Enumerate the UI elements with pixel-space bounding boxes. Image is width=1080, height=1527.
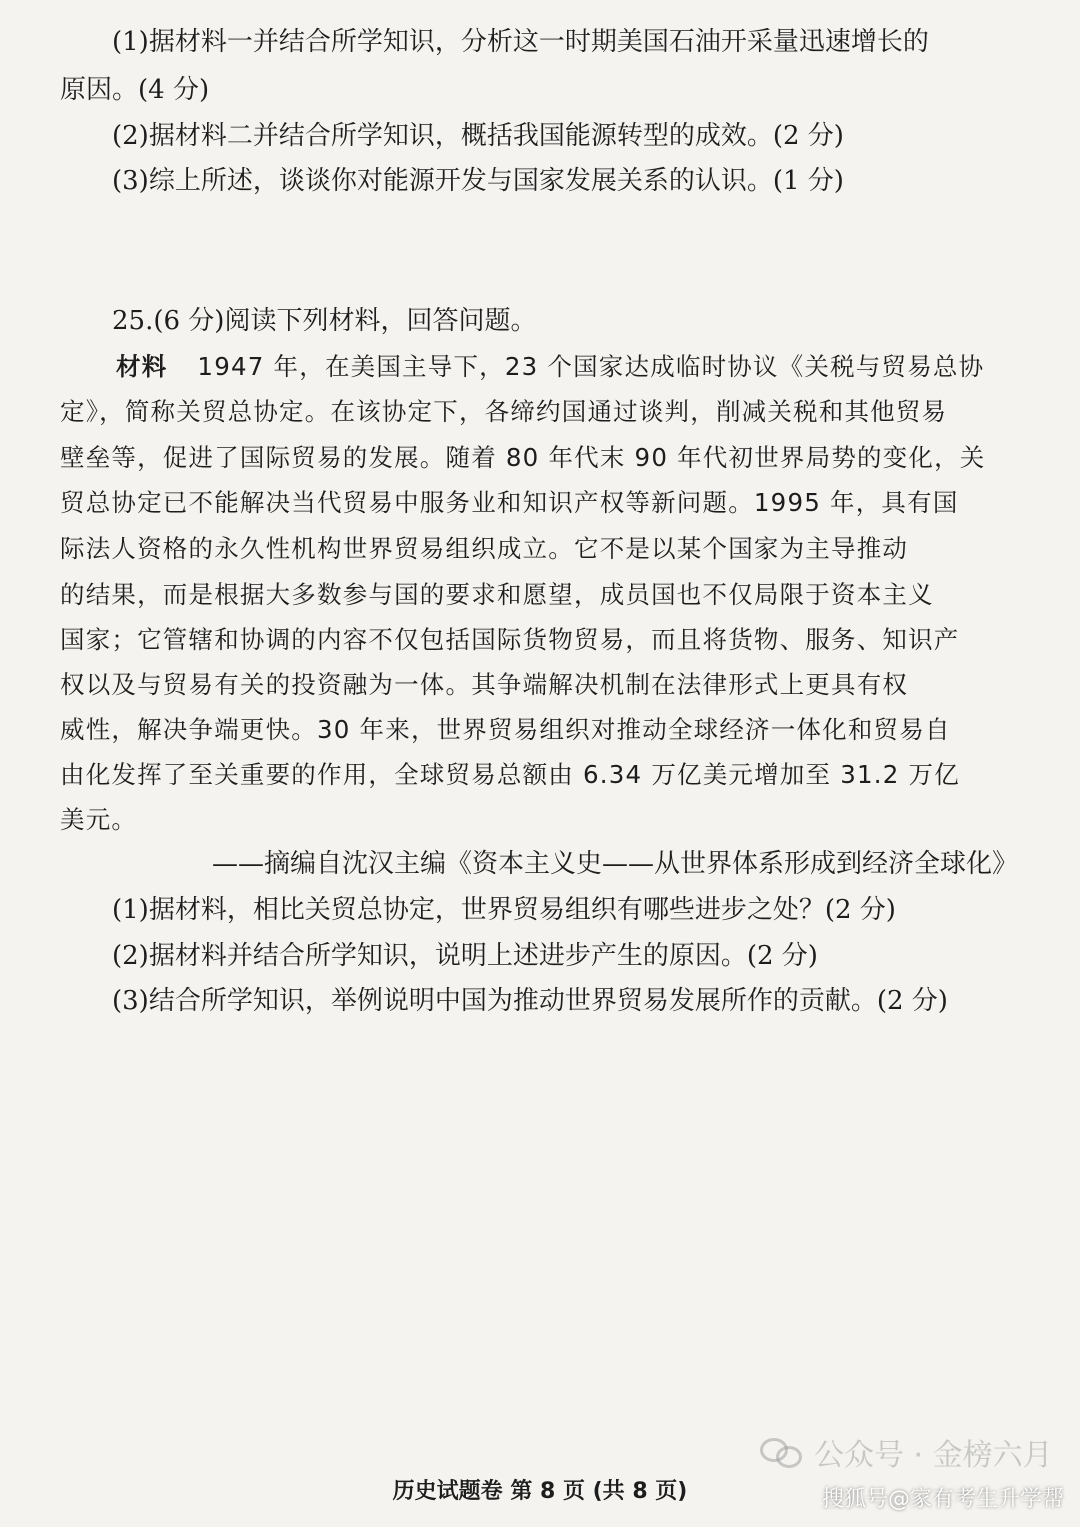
- q25-sub1: (1)据材料，相比关贸总协定，世界贸易组织有哪些进步之处？(2 分): [112, 895, 896, 925]
- wechat-watermark-text: 公众号 · 金榜六月: [814, 1438, 1053, 1473]
- q24-sub1-line2: 原因。(4 分): [60, 75, 210, 105]
- wechat-icon: [760, 1436, 804, 1468]
- material-line-3: 壁垒等，促进了国际贸易的发展。随着 80 年代末 90 年代初世界局势的变化，关: [60, 443, 986, 472]
- page-footer: 历史试题卷 第 8 页 (共 8 页): [392, 1479, 688, 1504]
- material-line-10: 由化发挥了至关重要的作用，全球贸易总额由 6.34 万亿美元增加至 31.2 万亿: [60, 760, 960, 789]
- q25-sub2: (2)据材料并结合所学知识，说明上述进步产生的原因。(2 分): [112, 941, 818, 971]
- wechat-watermark: [760, 1430, 1053, 1474]
- material-line-7: 国家；它管辖和协调的内容不仅包括国际货物贸易，而且将货物、服务、知识产: [60, 625, 960, 654]
- q24-sub1-line1: (1)据材料一并结合所学知识，分析这一时期美国石油开采量迅速增长的: [112, 27, 929, 57]
- material-line-2: 定》，简称关贸总协定。在该协定下，各缔约国通过谈判，削减关税和其他贸易: [60, 397, 948, 426]
- material-line-9: 威性，解决争端更快。30 年来，世界贸易组织对推动全球经济一体化和贸易自: [60, 715, 951, 744]
- material-line-11: 美元。: [60, 805, 138, 834]
- material-source: ——摘编自沈汉主编《资本主义史——从世界体系形成到经济全球化》: [211, 849, 1018, 879]
- sohu-watermark: 搜狐号@家有考生升学帮: [822, 1487, 1065, 1512]
- material-line-1: [60, 349, 1020, 385]
- material-label: 材料: [116, 352, 168, 381]
- q24-sub2: (2)据材料二并结合所学知识，概括我国能源转型的成效。(2 分): [112, 121, 844, 151]
- material-line-6: 的结果，而是根据大多数参与国的要求和愿望，成员国也不仅局限于资本主义: [60, 580, 934, 609]
- material-line-5: 际法人资格的永久性机构世界贸易组织成立。它不是以某个国家为主导推动: [60, 534, 909, 563]
- material-text-1: 1947 年，在美国主导下，23 个国家达成临时协议《关税与贸易总协: [197, 352, 985, 381]
- q25-header: 25.(6 分)阅读下列材料，回答问题。: [112, 306, 537, 336]
- material-line-8: 权以及与贸易有关的投资融为一体。其争端解决机制在法律形式上更具有权: [60, 670, 909, 699]
- material-line-4: 贸总协定已不能解决当代贸易中服务业和知识产权等新问题。1995 年，具有国: [60, 488, 959, 517]
- q25-sub3: (3)结合所学知识，举例说明中国为推动世界贸易发展所作的贡献。(2 分): [112, 986, 948, 1016]
- q24-sub3: (3)综上所述，谈谈你对能源开发与国家发展关系的认识。(1 分): [112, 166, 844, 196]
